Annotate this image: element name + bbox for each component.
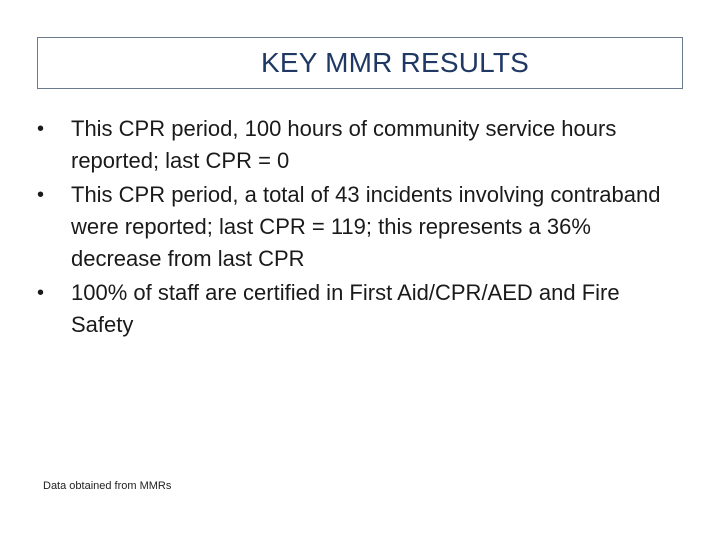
bullet-text: 100% of staff are certified in First Aid/CPR/AED and Fire Safety [71, 280, 620, 337]
footnote: Data obtained from MMRs [43, 480, 172, 492]
slide-title: KEY MMR RESULTS [260, 47, 529, 78]
bullet-dot-icon: • [37, 184, 45, 206]
title-box [37, 37, 683, 89]
bullet-text: This CPR period, 100 hours of community service hours reported; last CPR = 0 [71, 116, 617, 173]
bullet-text: This CPR period, a total of 43 incidents involving contraband were reported; last CPR = 119; this represents a 36% decrease from last CPR [71, 182, 661, 271]
bullet-item [37, 179, 677, 275]
bullet-item [37, 113, 677, 177]
bullet-dot-icon: • [37, 118, 45, 140]
bullet-list [37, 113, 677, 343]
bullet-dot-icon: • [37, 282, 45, 304]
bullet-item [37, 277, 677, 341]
